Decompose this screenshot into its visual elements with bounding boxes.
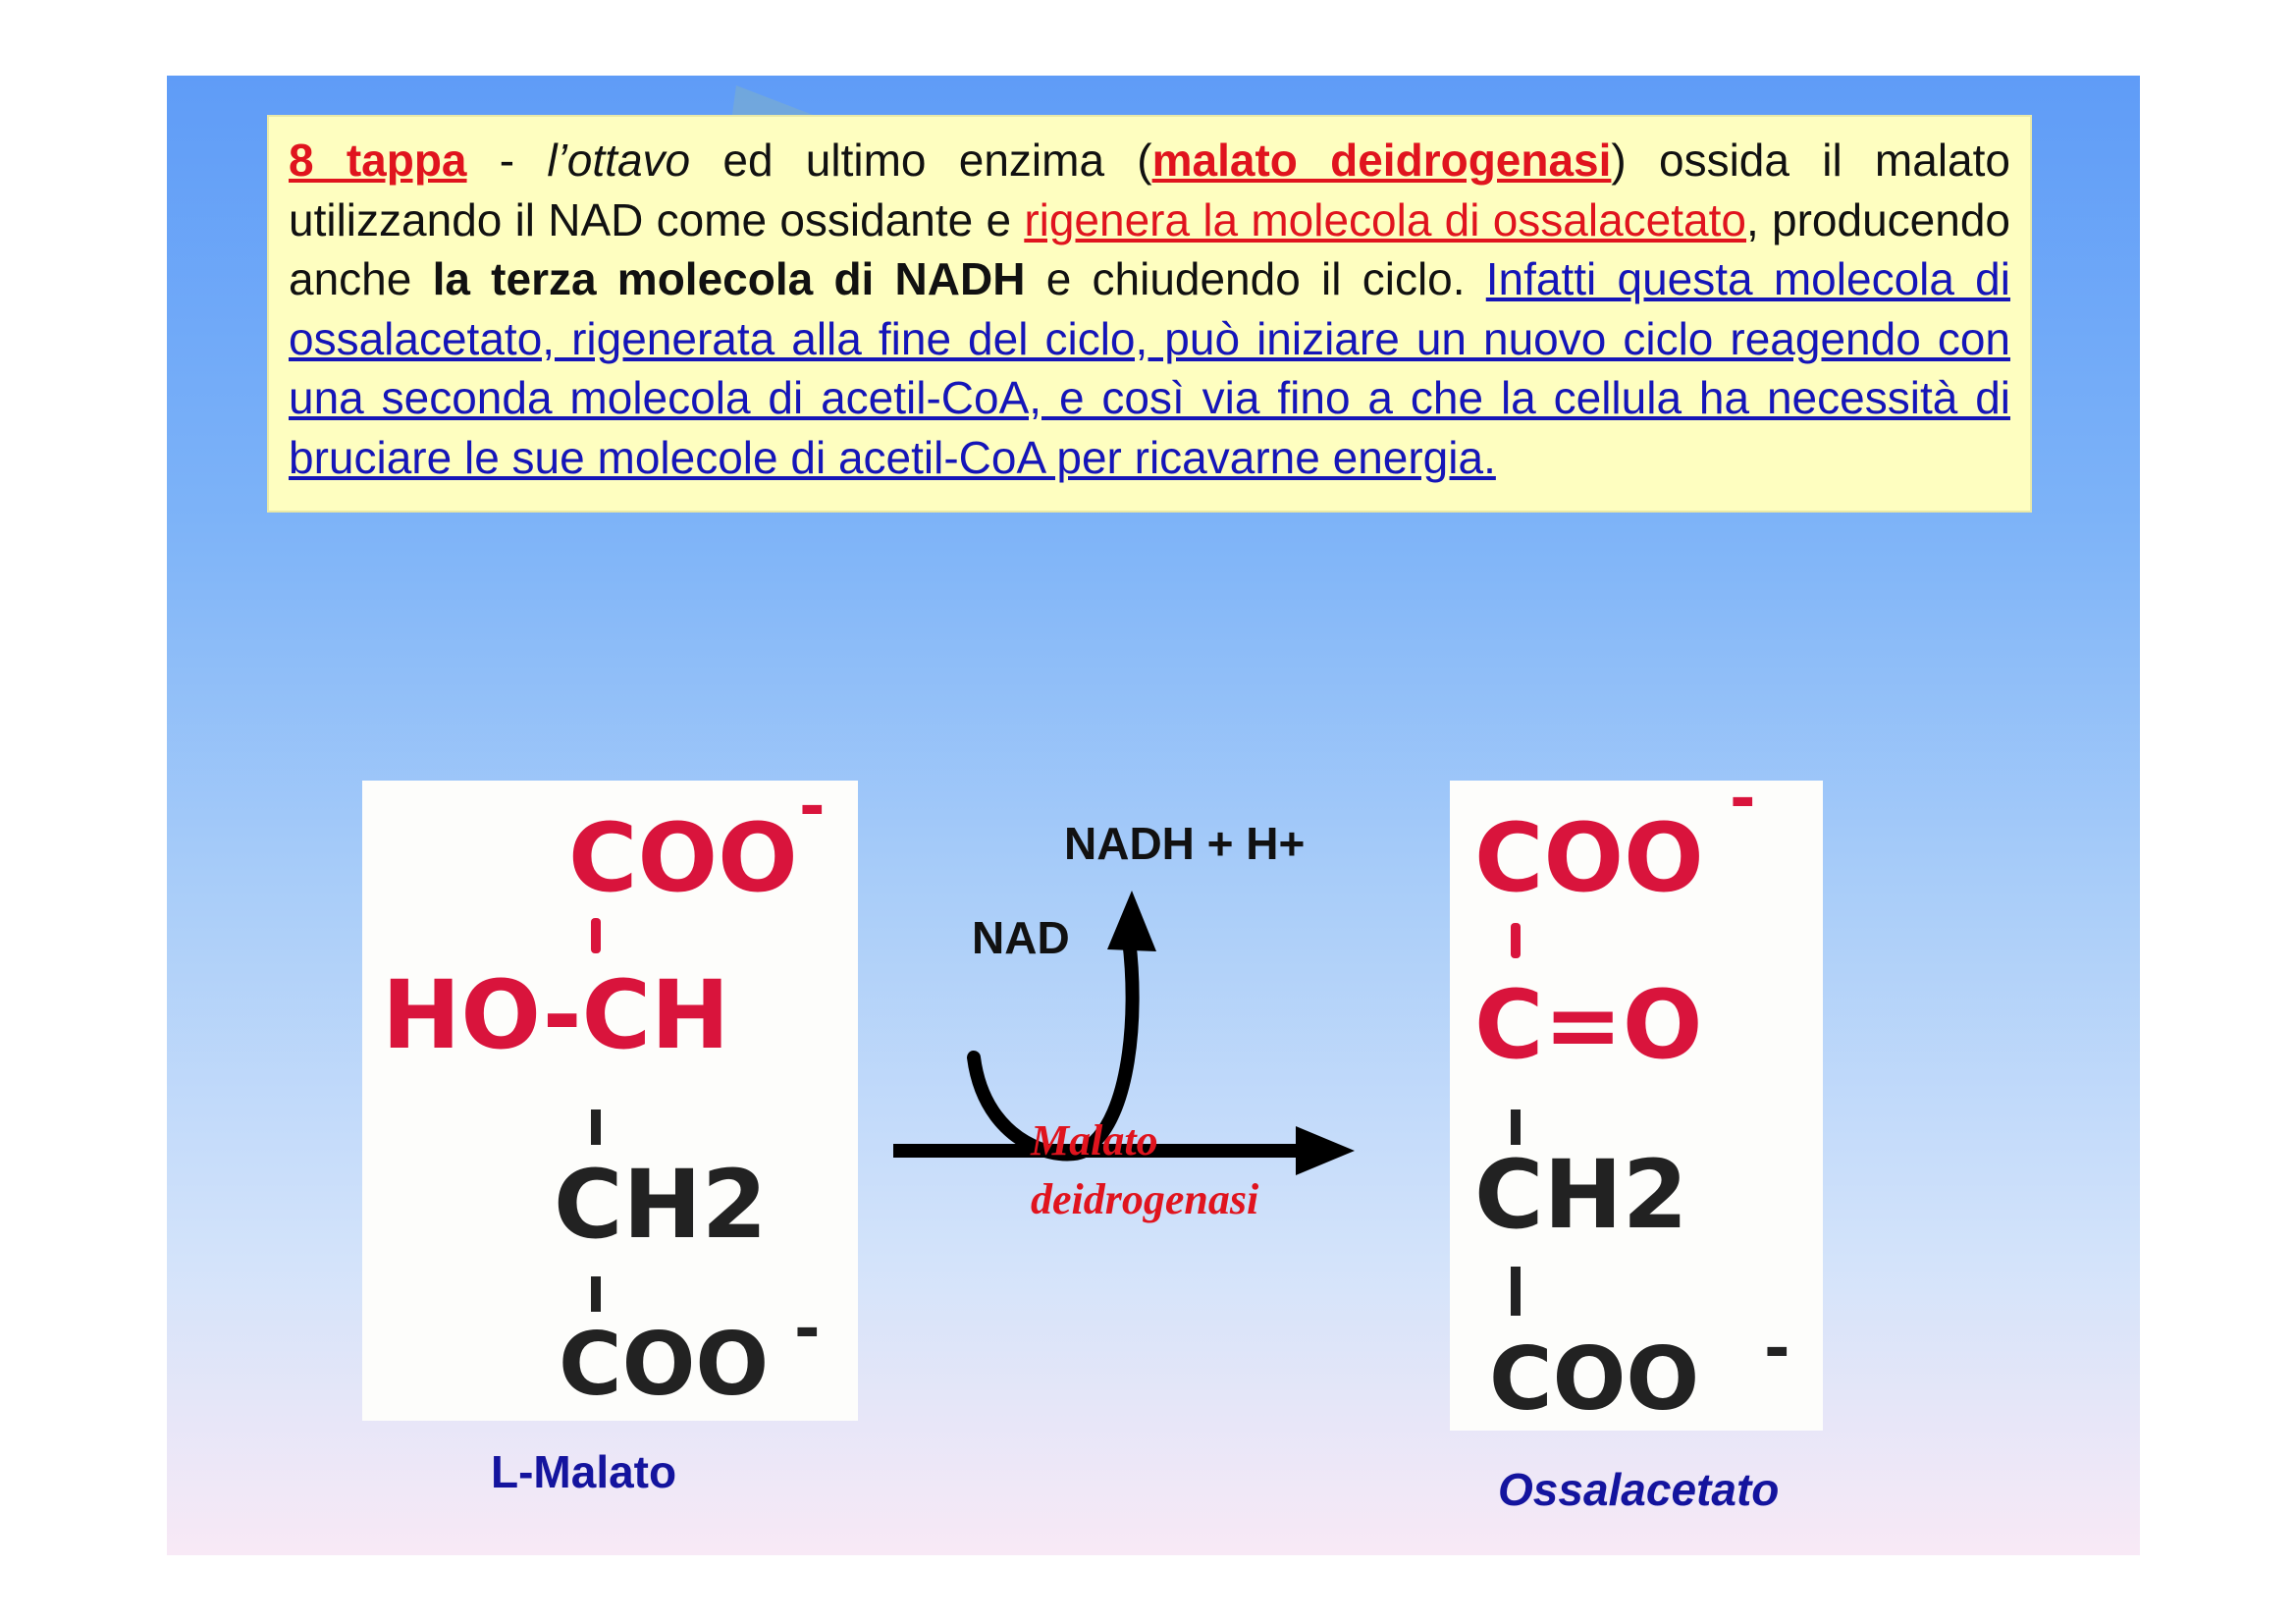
malato-charge-bottom: - — [794, 1293, 821, 1366]
ossalacetato-line4: COO — [1489, 1328, 1700, 1430]
ottavo-text: l’ottavo — [547, 135, 691, 186]
ossalacetato-line2: C=O — [1474, 970, 1703, 1080]
malato-line2: HO-CH — [382, 960, 730, 1070]
nadh-bold-text: la terza molecola di NADH — [432, 253, 1026, 304]
ossalacetato-structure-image — [1450, 781, 1823, 1431]
malato-line4: COO — [559, 1314, 770, 1415]
malato-line3: CH2 — [554, 1150, 768, 1260]
malato-line1: COO — [568, 803, 798, 913]
nadh-label: NADH + H+ — [1064, 818, 1306, 869]
enzyme-label — [1031, 1111, 1325, 1229]
text-fragment: ed ultimo enzima ( — [690, 135, 1152, 186]
text-box — [267, 115, 2032, 513]
malato-structure-image — [362, 781, 858, 1421]
text-fragment: e chiudendo il ciclo. — [1025, 253, 1486, 304]
enzyme-name: malato deidrogenasi — [1151, 135, 1612, 186]
step-label: 8 tappa — [289, 135, 467, 186]
ossalacetato-line1: COO — [1474, 803, 1704, 913]
ossalacetato-label: Ossalacetato — [1498, 1464, 1780, 1515]
enzyme-label-line2: deidrogenasi — [1031, 1175, 1259, 1223]
ossalacetato-charge-bottom: - — [1764, 1313, 1790, 1385]
ossalacetato-charge-top: - — [1730, 781, 1756, 836]
malato-charge-top: - — [799, 781, 826, 843]
description-paragraph — [289, 131, 2010, 487]
nad-label: NAD — [972, 912, 1070, 963]
ossalacetato-formula — [1474, 781, 1790, 1430]
regenerate-text: rigenera la molecola di ossalacetato — [1024, 193, 1746, 245]
ossalacetato-line3: CH2 — [1474, 1140, 1688, 1250]
text-fragment: - — [466, 135, 548, 186]
slide — [167, 76, 2140, 1555]
malato-label: L-Malato — [491, 1446, 677, 1497]
malato-formula — [382, 781, 826, 1415]
text-fragment: , producendo anche — [289, 193, 2010, 304]
enzyme-label-line1: Malato — [1031, 1116, 1158, 1164]
text-fragment: ) ossida il malato utilizzando il NAD come ossidante e — [289, 135, 2010, 245]
blue-explanation-link: Infatti questa molecola di ossalacetato, rigenerata alla fine del ciclo, può iniziare un nuovo ciclo reagendo con una seconda molecola di acetil-CoA, e così via fino a che la cellula ha necessità di bruciare le sue molecole di acetil-CoA per ricavarne energia. — [289, 253, 2010, 483]
